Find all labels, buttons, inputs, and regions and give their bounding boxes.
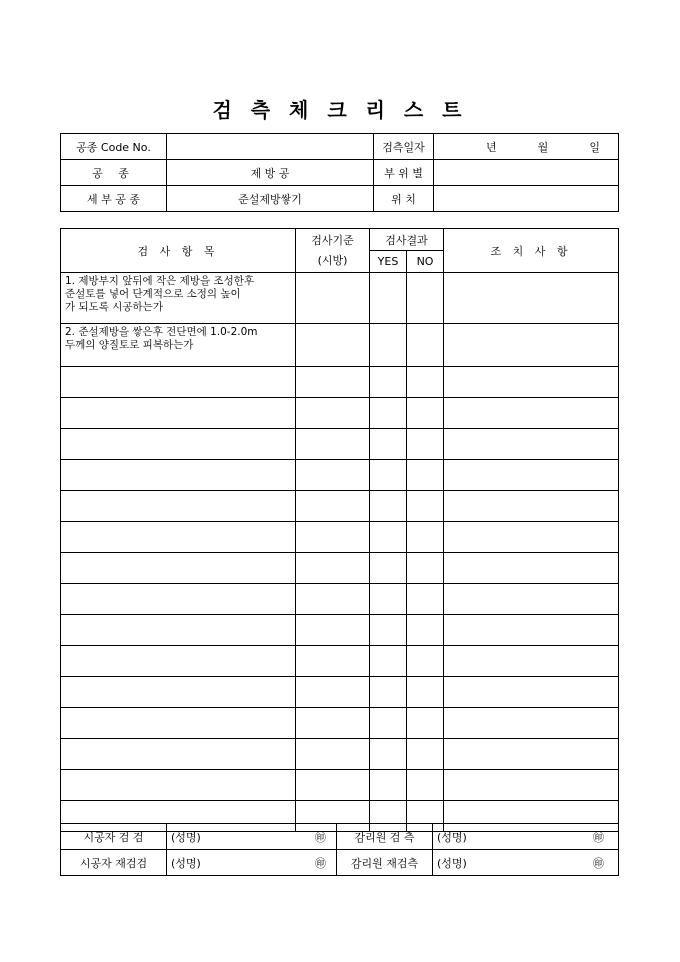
yes-cell[interactable] bbox=[370, 522, 407, 553]
location-label: 위 치 bbox=[374, 186, 434, 212]
name-placeholder: (성명) bbox=[437, 830, 467, 844]
no-cell[interactable] bbox=[407, 770, 444, 801]
standard-cell[interactable] bbox=[296, 615, 370, 646]
no-cell[interactable] bbox=[407, 646, 444, 677]
no-cell[interactable] bbox=[407, 615, 444, 646]
standard-cell[interactable] bbox=[296, 739, 370, 770]
page-title: 검 측 체 크 리 스 트 bbox=[212, 98, 468, 122]
col-item-header: 검 사 항 목 bbox=[61, 229, 296, 273]
standard-cell[interactable] bbox=[296, 324, 370, 367]
no-cell[interactable] bbox=[407, 739, 444, 770]
item-cell[interactable] bbox=[61, 708, 296, 739]
date-year-label: 년 bbox=[486, 140, 497, 154]
date-month-label: 월 bbox=[537, 140, 549, 154]
supervisor-recheck-label: 감리원 재검측 bbox=[337, 850, 433, 876]
col-standard-sub: (시방) bbox=[317, 253, 348, 267]
yes-cell[interactable] bbox=[370, 770, 407, 801]
category-value[interactable]: 제 방 공 bbox=[167, 160, 374, 186]
contractor-check-label: 시공자 검 검 bbox=[61, 824, 167, 850]
location-field[interactable] bbox=[434, 186, 619, 212]
item-cell[interactable] bbox=[61, 646, 296, 677]
seal-icon: ㊞ bbox=[315, 830, 326, 844]
item-cell[interactable] bbox=[61, 367, 296, 398]
col-result-header: 검사결과 bbox=[370, 229, 444, 251]
table-row bbox=[61, 584, 619, 615]
no-cell[interactable] bbox=[407, 460, 444, 491]
work-type-label: 공종 Code No. bbox=[61, 134, 167, 160]
action-cell[interactable] bbox=[444, 770, 619, 801]
standard-cell[interactable] bbox=[296, 491, 370, 522]
seal-icon: ㊞ bbox=[593, 856, 604, 870]
item-cell[interactable] bbox=[61, 584, 296, 615]
work-type-field[interactable] bbox=[167, 134, 374, 160]
table-row bbox=[61, 739, 619, 770]
seal-icon: ㊞ bbox=[315, 856, 326, 870]
yes-cell[interactable] bbox=[370, 553, 407, 584]
action-cell[interactable] bbox=[444, 708, 619, 739]
contractor-check-sign-field[interactable] bbox=[167, 824, 337, 850]
supervisor-recheck-sign-field[interactable] bbox=[433, 850, 619, 876]
col-no-header: NO bbox=[407, 251, 444, 273]
action-cell[interactable] bbox=[444, 491, 619, 522]
no-cell[interactable] bbox=[407, 273, 444, 324]
supervisor-check-sign-field[interactable] bbox=[433, 824, 619, 850]
yes-cell[interactable] bbox=[370, 367, 407, 398]
standard-cell[interactable] bbox=[296, 273, 370, 324]
standard-cell[interactable] bbox=[296, 553, 370, 584]
table-row bbox=[61, 491, 619, 522]
col-action-header: 조 치 사 항 bbox=[444, 229, 619, 273]
col-yes-header: YES bbox=[370, 251, 407, 273]
section-field[interactable] bbox=[434, 160, 619, 186]
yes-cell[interactable] bbox=[370, 615, 407, 646]
category-label: 공 종 bbox=[61, 160, 167, 186]
table-row bbox=[61, 708, 619, 739]
table-row bbox=[61, 429, 619, 460]
detail-value[interactable]: 준설제방쌓기 bbox=[167, 186, 374, 212]
name-placeholder: (성명) bbox=[437, 856, 467, 870]
table-row bbox=[61, 324, 619, 367]
action-cell[interactable] bbox=[444, 615, 619, 646]
inspect-date-field[interactable] bbox=[434, 134, 619, 160]
action-cell[interactable] bbox=[444, 584, 619, 615]
no-cell[interactable] bbox=[407, 367, 444, 398]
standard-cell[interactable] bbox=[296, 429, 370, 460]
action-cell[interactable] bbox=[444, 677, 619, 708]
checklist-table bbox=[60, 228, 619, 832]
yes-cell[interactable] bbox=[370, 398, 407, 429]
table-row bbox=[61, 367, 619, 398]
yes-cell[interactable] bbox=[370, 491, 407, 522]
col-standard-header bbox=[296, 229, 370, 273]
action-cell[interactable] bbox=[444, 739, 619, 770]
item-cell[interactable] bbox=[61, 553, 296, 584]
table-row bbox=[61, 522, 619, 553]
standard-cell[interactable] bbox=[296, 708, 370, 739]
yes-cell[interactable] bbox=[370, 324, 407, 367]
item-cell[interactable] bbox=[61, 770, 296, 801]
table-row bbox=[61, 553, 619, 584]
yes-cell[interactable] bbox=[370, 646, 407, 677]
date-day-label: 일 bbox=[589, 140, 600, 154]
col-standard-label: 검사기준 bbox=[311, 233, 354, 247]
item-cell[interactable] bbox=[61, 615, 296, 646]
standard-cell[interactable] bbox=[296, 522, 370, 553]
table-row bbox=[61, 398, 619, 429]
item-cell[interactable] bbox=[61, 460, 296, 491]
name-placeholder: (성명) bbox=[171, 830, 201, 844]
item-cell[interactable] bbox=[61, 398, 296, 429]
action-cell[interactable] bbox=[444, 646, 619, 677]
standard-cell[interactable] bbox=[296, 677, 370, 708]
item-cell[interactable] bbox=[61, 677, 296, 708]
action-cell[interactable] bbox=[444, 460, 619, 491]
no-cell[interactable] bbox=[407, 491, 444, 522]
no-cell[interactable] bbox=[407, 398, 444, 429]
action-cell[interactable] bbox=[444, 429, 619, 460]
name-placeholder: (성명) bbox=[171, 856, 201, 870]
table-row bbox=[61, 677, 619, 708]
contractor-recheck-sign-field[interactable] bbox=[167, 850, 337, 876]
standard-cell[interactable] bbox=[296, 367, 370, 398]
no-cell[interactable] bbox=[407, 324, 444, 367]
yes-cell[interactable] bbox=[370, 739, 407, 770]
yes-cell[interactable] bbox=[370, 677, 407, 708]
table-row bbox=[61, 460, 619, 491]
inspect-date-label: 검측일자 bbox=[374, 134, 434, 160]
yes-cell[interactable] bbox=[370, 708, 407, 739]
supervisor-check-label: 감리원 검 측 bbox=[337, 824, 433, 850]
yes-cell[interactable] bbox=[370, 584, 407, 615]
no-cell[interactable] bbox=[407, 584, 444, 615]
standard-cell[interactable] bbox=[296, 398, 370, 429]
action-cell[interactable] bbox=[444, 553, 619, 584]
no-cell[interactable] bbox=[407, 429, 444, 460]
check-item-2: 2. 준설제방을 쌓은후 전단면에 1.0-2.0m 두께의 양질토로 피복하는가 bbox=[61, 324, 296, 367]
action-cell[interactable] bbox=[444, 324, 619, 367]
standard-cell[interactable] bbox=[296, 770, 370, 801]
detail-label: 세 부 공 종 bbox=[61, 186, 167, 212]
action-cell[interactable] bbox=[444, 398, 619, 429]
contractor-recheck-label: 시공자 재검검 bbox=[61, 850, 167, 876]
table-row bbox=[61, 646, 619, 677]
table-row bbox=[61, 770, 619, 801]
action-cell[interactable] bbox=[444, 522, 619, 553]
yes-cell[interactable] bbox=[370, 273, 407, 324]
item-cell[interactable] bbox=[61, 522, 296, 553]
yes-cell[interactable] bbox=[370, 429, 407, 460]
no-cell[interactable] bbox=[407, 553, 444, 584]
no-cell[interactable] bbox=[407, 708, 444, 739]
item-cell[interactable] bbox=[61, 429, 296, 460]
item-cell[interactable] bbox=[61, 739, 296, 770]
table-row bbox=[61, 615, 619, 646]
standard-cell[interactable] bbox=[296, 646, 370, 677]
check-item-1: 1. 제방부지 앞뒤에 작은 제방을 조성한후 준설토를 넣어 단계적으로 소정의 높이 가 되도록 시공하는가 bbox=[61, 273, 296, 324]
table-row bbox=[61, 273, 619, 324]
standard-cell[interactable] bbox=[296, 460, 370, 491]
yes-cell[interactable] bbox=[370, 460, 407, 491]
standard-cell[interactable] bbox=[296, 584, 370, 615]
seal-icon: ㊞ bbox=[593, 830, 604, 844]
item-cell[interactable] bbox=[61, 491, 296, 522]
no-cell[interactable] bbox=[407, 677, 444, 708]
action-cell[interactable] bbox=[444, 273, 619, 324]
header-table bbox=[60, 133, 619, 212]
signature-table bbox=[60, 823, 619, 876]
section-label: 부 위 별 bbox=[374, 160, 434, 186]
no-cell[interactable] bbox=[407, 522, 444, 553]
action-cell[interactable] bbox=[444, 367, 619, 398]
